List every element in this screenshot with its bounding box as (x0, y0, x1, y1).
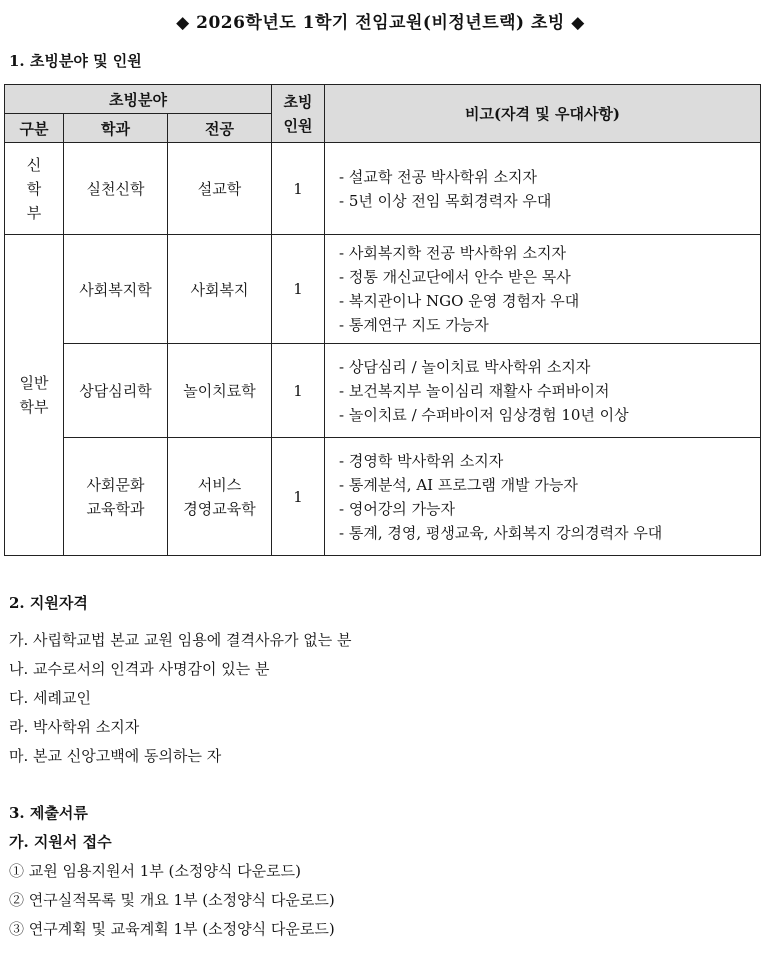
count-cell: 1 (272, 143, 325, 235)
note-line: - 상담심리 / 놀이치료 박사학위 소지자 (339, 357, 591, 376)
header-count-line-2: 인원 (283, 116, 313, 135)
header-notes: 비고(자격 및 우대사항) (325, 85, 761, 143)
category-cell (5, 235, 64, 556)
department-cell: 상담심리학 (64, 344, 168, 438)
category-char: 학 (26, 179, 42, 198)
major-cell: 사회복지 (168, 235, 272, 344)
notes-cell (325, 143, 761, 235)
notes-cell (325, 235, 761, 344)
document-item: ③ 연구계획 및 교육계획 1부 (소정양식 다운로드) (9, 920, 335, 938)
note-line: - 통계분석, AI 프로그램 개발 가능자 (339, 475, 578, 494)
major-cell (168, 438, 272, 556)
header-count (272, 85, 325, 143)
header-field: 초빙분야 (5, 85, 272, 114)
note-line: - 복지관이나 NGO 운영 경험자 우대 (339, 292, 580, 310)
major-cell: 놀이치료학 (168, 344, 272, 438)
count-cell: 1 (272, 438, 325, 556)
category-cell (5, 143, 64, 235)
page-title: ◆ 2026학년도 1학기 전임교원(비정년트랙) 초빙 ◆ (176, 13, 585, 33)
department-cell: 실천신학 (64, 143, 168, 235)
category-char: 부 (26, 203, 42, 222)
notes-cell (325, 438, 761, 556)
note-line: - 보건복지부 놀이심리 재활사 수퍼바이저 (339, 381, 610, 400)
qualification-item: 마. 본교 신앙고백에 동의하는 자 (9, 747, 222, 765)
recruitment-table (4, 84, 761, 556)
count-cell: 1 (272, 235, 325, 344)
document-item: ② 연구실적목록 및 개요 1부 (소정양식 다운로드) (9, 891, 335, 909)
qualification-item: 가. 사립학교법 본교 교원 임용에 결격사유가 없는 분 (9, 631, 352, 649)
note-line: - 5년 이상 전임 목회경력자 우대 (339, 191, 552, 210)
table-row (5, 344, 761, 438)
note-line: - 놀이치료 / 수퍼바이저 임상경험 10년 이상 (339, 405, 629, 424)
note-line: - 통계, 경영, 평생교육, 사회복지 강의경력자 우대 (339, 523, 663, 542)
department-cell: 사회복지학 (64, 235, 168, 344)
header-count-line-1: 초빙 (283, 92, 313, 111)
section-3-heading: 3. 제출서류 (9, 804, 88, 822)
qualification-item: 다. 세례교인 (9, 689, 91, 707)
department-cell (64, 438, 168, 556)
note-line: - 사회복지학 전공 박사학위 소지자 (339, 244, 567, 262)
header-department: 학과 (64, 114, 168, 143)
header-category: 구분 (5, 114, 64, 143)
qualification-item: 나. 교수로서의 인격과 사명감이 있는 분 (9, 660, 270, 678)
category-char: 신 (26, 155, 42, 174)
note-line: - 설교학 전공 박사학위 소지자 (339, 167, 538, 186)
note-line: - 통계연구 지도 가능자 (339, 316, 489, 334)
table-row (5, 438, 761, 556)
department-line: 교육학과 (86, 499, 145, 518)
section-1-heading: 1. 초빙분야 및 인원 (9, 52, 142, 70)
qualification-item: 라. 박사학위 소지자 (9, 718, 140, 736)
section-2-heading: 2. 지원자격 (9, 594, 88, 612)
major-line: 경영교육학 (183, 499, 256, 518)
category-line: 일반 (19, 374, 49, 392)
document-item: ① 교원 임용지원서 1부 (소정양식 다운로드) (9, 862, 301, 880)
department-line: 사회문화 (86, 475, 145, 494)
header-major: 전공 (168, 114, 272, 143)
count-cell: 1 (272, 344, 325, 438)
table-row (5, 143, 761, 235)
note-line: - 영어강의 가능자 (339, 499, 456, 518)
section-3-subheading: 가. 지원서 접수 (9, 833, 112, 851)
major-line: 서비스 (197, 475, 242, 494)
major-cell: 설교학 (168, 143, 272, 235)
notes-cell (325, 344, 761, 438)
table-row (5, 235, 761, 344)
category-line: 학부 (19, 398, 49, 416)
note-line: - 경영학 박사학위 소지자 (339, 451, 504, 470)
note-line: - 정통 개신교단에서 안수 받은 목사 (339, 268, 571, 286)
